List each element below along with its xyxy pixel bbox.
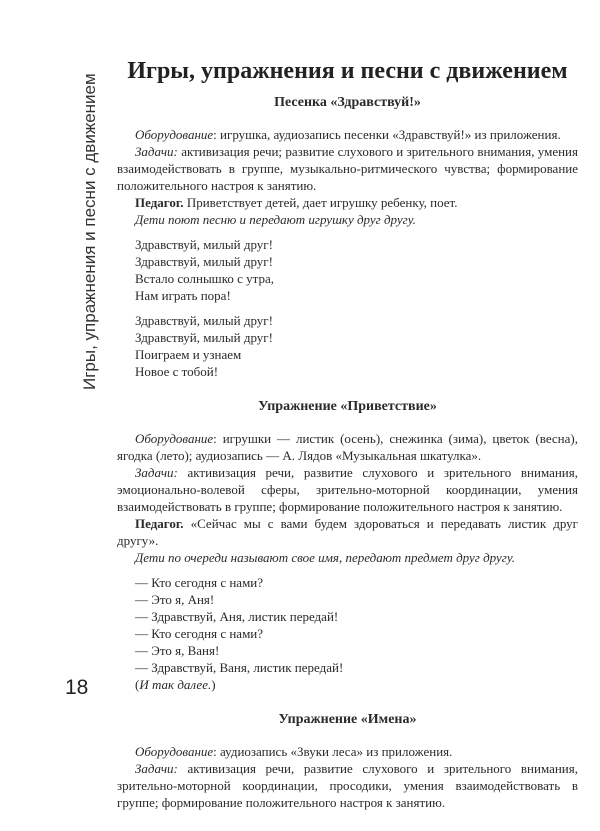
page-number: 18 [65, 676, 89, 699]
verse-line: Здравствуй, милый друг! [135, 254, 273, 269]
dialog-line: — Это я, Аня! [135, 592, 215, 607]
tasks-label: Задачи: [135, 761, 178, 776]
page-title: Игры, упражнения и песни с движением [127, 58, 568, 84]
teacher-text: «Сейчас мы с вами будем здороваться и передавать листик друг другу». [117, 516, 578, 548]
equipment-paragraph [117, 126, 578, 143]
dialog [117, 574, 578, 693]
section-heading: Песенка «Здравствуй!» [274, 95, 421, 110]
section-greeting [117, 398, 578, 693]
paren-close: ) [211, 677, 216, 692]
tasks-text: активизация речи, развитие слухового и зрительного внимания, зрительно-моторной координации, просодики, умения взаимодействовать в группе; формирование положительного настроя к занятию. [117, 761, 578, 810]
tasks-label: Задачи: [135, 144, 178, 159]
dialog-line: — Здравствуй, Ваня, листик передай! [135, 660, 344, 675]
verse-line: Нам играть пора! [135, 288, 231, 303]
tasks-paragraph [117, 143, 578, 194]
equipment-label: Оборудование [135, 431, 214, 446]
section-heading: Упражнение «Имена» [278, 712, 417, 727]
verse-line: Здравствуй, милый друг! [135, 313, 273, 328]
section-heading: Упражнение «Приветствие» [258, 399, 437, 414]
verse-2 [117, 312, 578, 380]
equipment-text: : аудиозапись «Звуки леса» из приложения. [213, 744, 453, 759]
verse-1 [117, 236, 578, 304]
dialog-end [135, 676, 578, 693]
page-content [117, 0, 578, 831]
dialog-end-text: И так далее. [139, 677, 212, 692]
teacher-paragraph [117, 194, 578, 211]
verse-line: Здравствуй, милый друг! [135, 237, 273, 252]
paren-open: ( [135, 677, 140, 692]
tasks-paragraph [117, 760, 578, 811]
verse-line: Новое с тобой! [135, 364, 219, 379]
equipment-label: Оборудование [135, 127, 214, 142]
section-names [117, 711, 578, 811]
tasks-label: Задачи: [135, 465, 178, 480]
equipment-label: Оборудование [135, 744, 214, 759]
tasks-paragraph [117, 464, 578, 515]
teacher-paragraph [117, 515, 578, 549]
teacher-label: Педагог. [135, 195, 184, 210]
verse-line: Встало солнышко с утра, [135, 271, 274, 286]
teacher-label: Педагог. [135, 516, 184, 531]
verse-line: Здравствуй, милый друг! [135, 330, 273, 345]
children-action: Дети по очереди называют свое имя, передают предмет друг другу. [135, 550, 516, 565]
tasks-text: активизация речи, развитие слухового и зрительного внимания, эмоционально-волевой сферы, зрительно-моторной координации, умения взаимодействовать в группе; формирование положительного настроя к занятию. [117, 465, 578, 514]
tasks-text: активизация речи; развитие слухового и зрительного внимания, умения взаимодействовать в группе, музыкально-ритмического чувства; формирование положительного настроя к занятию. [117, 144, 578, 193]
children-action: Дети поют песню и передают игрушку друг другу. [135, 212, 416, 227]
dialog-line: — Кто сегодня с нами? [135, 626, 264, 641]
verse-line: Поиграем и узнаем [135, 347, 242, 362]
dialog-line: — Это я, Ваня! [135, 643, 220, 658]
section-song-hello [117, 94, 578, 380]
equipment-paragraph [117, 743, 578, 760]
running-header-vertical: Игры, упражнения и песни с движением [80, 73, 99, 390]
equipment-text: : игрушки — листик (осень), снежинка (зима), цветок (весна), ягодка (лето); аудиозапись — А. Лядов «Музыкальная шкатулка». [117, 431, 578, 463]
dialog-line: — Кто сегодня с нами? [135, 575, 264, 590]
dialog-line: — Здравствуй, Аня, листик передай! [135, 609, 339, 624]
teacher-text: Приветствует детей, дает игрушку ребенку, поет. [183, 195, 458, 210]
equipment-paragraph [117, 430, 578, 464]
equipment-text: : игрушка, аудиозапись песенки «Здравствуй!» из приложения. [213, 127, 561, 142]
